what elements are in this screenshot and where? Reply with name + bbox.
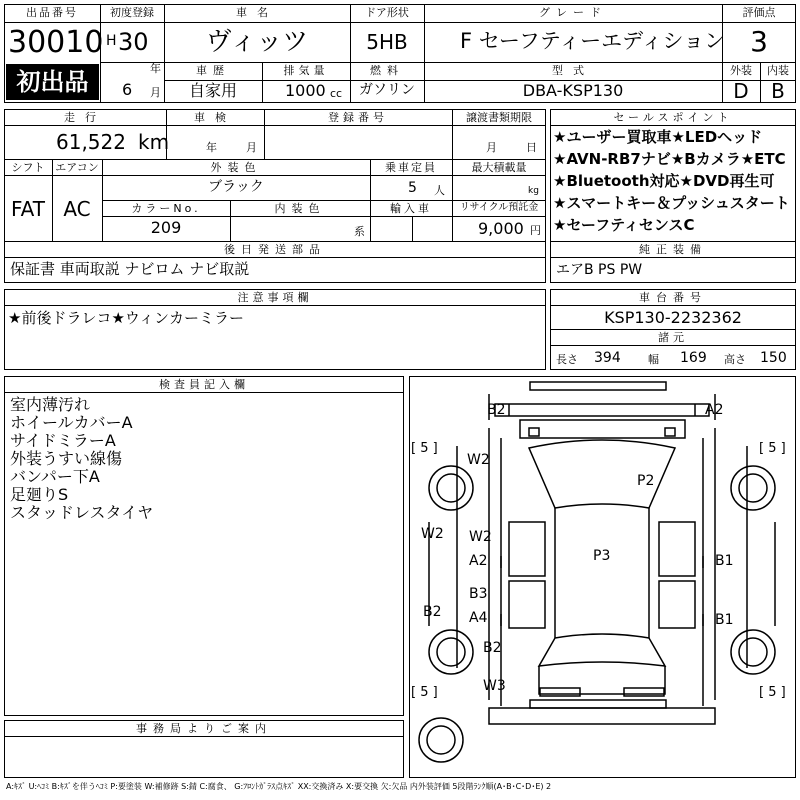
shift: FAT	[10, 197, 45, 221]
width: 169	[680, 350, 707, 366]
max-load-label: 最大積載量	[471, 161, 527, 174]
reg-month-unit: 月	[150, 86, 161, 99]
inspection-label: 車検	[194, 111, 236, 124]
door-label: ドア形状	[365, 6, 409, 19]
lot-number: 30010	[8, 25, 104, 60]
damage-mark: B2	[487, 402, 506, 418]
reg-number-label: 登録番号	[328, 111, 388, 124]
equipment-label: 純正装備	[639, 243, 707, 256]
later-parts: 保証書 車両取説 ナビロム ナビ取説	[10, 260, 250, 278]
import-label: 輸入車	[390, 202, 432, 215]
displacement-unit: cc	[330, 87, 343, 100]
damage-mark: B3	[469, 586, 488, 602]
tire-score: [ 5 ]	[411, 685, 438, 700]
grade: F セーフティーエディション	[460, 29, 726, 53]
damage-mark: W3	[483, 678, 506, 694]
inspector-line: 室内薄汚れ	[10, 395, 91, 414]
notes-label: 注意事項欄	[237, 291, 313, 304]
damage-mark: B2	[483, 640, 502, 656]
inspector-line: サイドミラーA	[10, 431, 116, 450]
length: 394	[594, 350, 621, 366]
reg-era: H	[106, 33, 117, 49]
sales-point-line: ★ユーザー買取車★LEDヘッド	[553, 128, 763, 146]
damage-mark: P3	[593, 548, 611, 564]
mileage-label: 走行	[64, 111, 106, 124]
color-no-label: カラーNo.	[131, 202, 201, 215]
inspector-line: スタッドレスタイヤ	[10, 503, 154, 522]
grade-label: グレード	[539, 6, 607, 19]
sales-point-line: ★Bluetooth対応★DVD再生可	[553, 172, 775, 190]
inspector-line: ホイールカバーA	[10, 413, 133, 432]
sales-point-line: ★AVN-RB7ナビ★Bカメラ★ETC	[553, 150, 786, 168]
chassis-number: KSP130-2232362	[604, 308, 742, 327]
ac: AC	[63, 197, 91, 221]
inspector-label: 検査員記入欄	[159, 378, 249, 391]
damage-mark: W2	[421, 526, 444, 542]
fuel: ガソリン	[359, 82, 415, 98]
office-label: 事務局よりご案内	[136, 722, 272, 735]
damage-mark: A2	[705, 402, 724, 418]
int-grade-label: 内装	[767, 64, 789, 77]
notes-text: ★前後ドラレコ★ウィンカーミラー	[8, 309, 244, 327]
fuel-label: 燃料	[370, 64, 404, 77]
chassis-label: 車台番号	[639, 291, 707, 304]
color-no: 209	[150, 218, 182, 237]
first-reg-label: 初度登録	[110, 6, 154, 19]
score-label: 評価点	[742, 6, 776, 19]
damage-mark: A4	[469, 610, 488, 626]
capacity: 5	[408, 180, 417, 196]
transfer-docs-label: 譲渡書類期限	[466, 111, 532, 124]
tire-score: [ 5 ]	[759, 441, 786, 456]
damage-mark: P2	[637, 473, 655, 489]
displacement-label: 排気量	[283, 64, 329, 77]
inspection-month-unit: 月	[246, 141, 257, 154]
car-name-label: 車名	[236, 6, 278, 19]
max-load-unit: kg	[528, 186, 539, 196]
tire-score: [ 5 ]	[759, 685, 786, 700]
ac-label: エアコン	[55, 161, 99, 174]
inspector-line: 足廻りS	[10, 485, 69, 504]
inspector-line: 外装うすい線傷	[10, 449, 123, 468]
mileage: 61,522	[56, 130, 126, 154]
later-parts-label: 後日発送部品	[224, 243, 326, 256]
length-label: 長さ	[556, 353, 578, 366]
ext-grade-label: 外装	[730, 64, 752, 77]
ext-color: ブラック	[208, 179, 264, 195]
car-diagram	[409, 376, 796, 778]
history: 自家用	[188, 81, 237, 100]
first-listing-badge: 初出品	[6, 64, 99, 100]
equipment: エアB PS PW	[556, 262, 643, 278]
reg-year-unit: 年	[150, 62, 161, 75]
ext-color-label: 外装色	[210, 161, 262, 174]
int-color-label: 内装色	[274, 202, 326, 215]
capacity-label: 乗車定員	[385, 161, 437, 174]
sales-points-label: セールスポイント	[613, 111, 733, 124]
score: 3	[750, 25, 768, 58]
mileage-unit: km	[138, 130, 170, 154]
inspection-year-unit: 年	[206, 141, 217, 154]
damage-mark: A2	[469, 553, 488, 569]
shift-label: シフト	[11, 161, 45, 174]
damage-mark: W2	[469, 529, 492, 545]
model-label: 型式	[552, 64, 594, 77]
lot-number-label: 出品番号	[26, 6, 78, 19]
model: DBA-KSP130	[522, 81, 624, 100]
damage-mark: B1	[715, 553, 734, 569]
recycle-label: リサイクル預託金	[459, 202, 539, 213]
sales-point-line: ★スマートキー＆プッシュスタート	[553, 194, 790, 212]
ext-grade: D	[733, 79, 749, 103]
transfer-month-unit: 月	[486, 141, 497, 154]
transfer-day-unit: 日	[526, 141, 537, 154]
height: 150	[760, 350, 787, 366]
int-color-unit: 系	[354, 225, 365, 238]
height-label: 高さ	[724, 353, 746, 366]
dims-label: 諸元	[658, 331, 688, 344]
capacity-unit: 人	[434, 184, 445, 197]
damage-mark: B2	[423, 604, 442, 620]
door-type: 5HB	[366, 30, 408, 54]
displacement: 1000	[285, 81, 326, 100]
recycle-fee: 9,000	[478, 219, 524, 238]
damage-mark: B1	[715, 612, 734, 628]
car-name: ヴィッツ	[205, 27, 309, 57]
inspector-line: バンパー下A	[10, 467, 100, 486]
reg-year: 30	[118, 28, 149, 56]
width-label: 幅	[648, 353, 659, 366]
damage-mark: W2	[467, 452, 490, 468]
history-label: 車歴	[196, 64, 230, 77]
recycle-unit: 円	[530, 224, 541, 237]
int-grade: B	[771, 79, 785, 103]
legend: A:ｷｽﾞ U:ﾍｺﾐ B:ｷｽﾞを伴うﾍｺﾐ P:要塗装 W:補修跡 S:錆 C:腐食、 G:ﾌﾛﾝﾄｶﾞﾗｽ点ｷｽﾞ XX:交換済み X:要交換 欠:欠品 内外装評価 5段階ﾗﾝｸ順(A･B･C･D･E) 2	[6, 782, 552, 791]
sales-point-line: ★セーフティセンスC	[553, 216, 695, 234]
reg-month: 6	[122, 80, 133, 99]
tire-score: [ 5 ]	[411, 441, 438, 456]
